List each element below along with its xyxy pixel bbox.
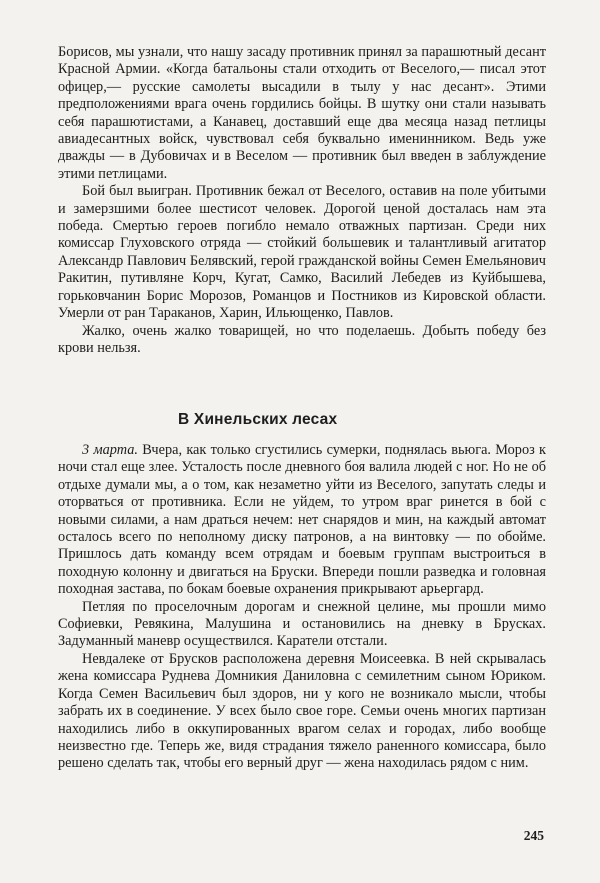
paragraph-continuation: Борисов, мы узнали, что нашу засаду противник принял за парашютный десант Красной Армии. «Когда батальоны стали отходить от Веселого,— писал этот офицер,— русские самолеты высадили в тылу у нас десант». Этими предположениями врага очень гордились бойцы. В шутку они стали называть себя парашютистами, а Канавец, доставший еще два месяца назад петлицы авиадесантных войск, чувствовал себя буквально именинником. Ведь уже дважды — в Дубовичах и в Веселом — противник был введен в заблуждение этими петлицами. (58, 44, 546, 182)
text-block-bottom (58, 442, 546, 773)
date-label: 3 марта. (82, 442, 138, 458)
text-block-top (58, 44, 546, 357)
chapter-heading: В Хинельских лесах (178, 411, 338, 428)
paragraph-regret: Жалко, очень жалко товарищей, но что поделаешь. Добыть победу без крови нельзя. (58, 322, 546, 356)
paragraph-battle-won: Бой был выигран. Противник бежал от Веселого, оставив на поле убитыми и замерзшими более шестисот человек. Дорогой ценой досталась нам эта победа. Смертью героев погибло немало отважных партизан. Среди них комиссар Глуховского отряда — стойкий большевик и талантливый агитатор Александр Павлович Белявский, герой гражданской войны Семен Емельянович Ракитин, путивляне Корч, Кугат, Самко, Василий Лебедев из Куйбышева, горьковчанин Борис Морозов, Романцов и Постников из Кировской области. Умерли от ран Тараканов, Харин, Ильющенко, Павлов. (58, 183, 546, 322)
page-number: 245 (523, 828, 544, 843)
paragraph-moiseevka: Невдалеке от Брусков расположена деревня Моисеевка. В ней скрывалась жена комиссара Руднева Домникия Даниловна с семилетним сыном Юриком. Когда Семен Васильевич был здоров, ни у кого не возникало мысли, чтобы забрать их в соединение. У всех было свое горе. Семьи очень многих партизан находились либо в оккупированных врагом селах и городах, либо вообще неизвестно где. Теперь же, видя страдания тяжело раненного комиссара, было решено сделать так, чтобы его верный друг — жена находилась рядом с ним. (58, 650, 546, 772)
paragraph-march-3 (58, 442, 546, 599)
paragraph-march-3-text: Вчера, как только сгустились сумерки, поднялась вьюга. Мороз к ночи стал еще злее. Усталость после дневного боя валила людей с ног. Но не об отдыхе думали мы, а о том, как незаметно уйти из Веселого, запутать следы и оторваться от противника. Если не уйдем, то утром враг ринется в бой с новыми силами, а нам драться нечем: нет снарядов и мин, на каждый автомат осталось всего по неполному диску патронов, а на винтовку — по обойме. Пришлось дать команду всем отрядам и боевым группам выстроиться в походную колонну и двигаться на Бруски. Впереди пошли разведка и головная походная застава, по бокам боевые охранения прикрывают арьергард. (58, 442, 546, 598)
paragraph-manoeuvre: Петляя по проселочным дорогам и снежной целине, мы прошли мимо Софиевки, Ревякина, Малушина и остановились на дневку в Брусках. Задуманный маневр осуществился. Каратели отстали. (58, 598, 546, 650)
